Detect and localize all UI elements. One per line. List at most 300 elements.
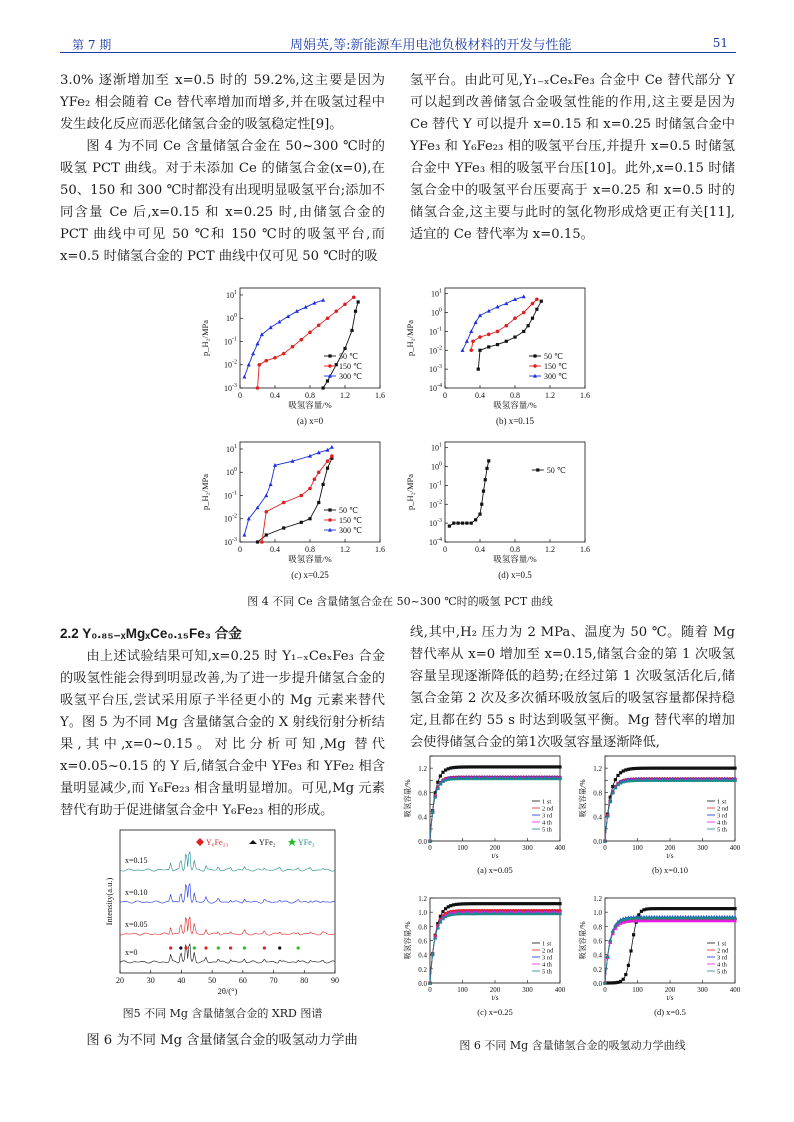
x-tick-label: 0 xyxy=(428,844,432,852)
legend-label: 1 st xyxy=(717,798,727,806)
legend-label: 3 rd xyxy=(717,812,728,820)
data-point xyxy=(256,540,259,543)
plot-frame xyxy=(445,442,585,542)
x-axis-label: 吸氢容量/% xyxy=(493,554,537,564)
x-axis-label: t/s xyxy=(666,993,674,1002)
data-point xyxy=(256,386,260,390)
curve-label: x=0.10 xyxy=(125,888,148,897)
y-tick-label: $10^{-1}$ xyxy=(429,326,442,337)
y-tick-exponent: -2 xyxy=(437,499,442,506)
series-line xyxy=(244,300,323,377)
panel-label: (c) x=0.25 xyxy=(291,570,329,580)
x-tick-label: 80 xyxy=(300,976,309,985)
data-point xyxy=(326,459,330,463)
y-tick-label: 0.4 xyxy=(593,951,602,960)
y-tick-label: $10^{-3}$ xyxy=(224,383,237,393)
figure-5-xrd xyxy=(90,822,350,1002)
y-axis-label: 吸氢容量/% xyxy=(403,779,412,818)
y-tick-label: $10^{-3}$ xyxy=(429,364,442,375)
x-tick-label: 400 xyxy=(554,986,566,994)
y-tick-label: 0.6 xyxy=(593,937,602,946)
legend-label: 300 ℃ xyxy=(339,372,362,381)
data-point xyxy=(469,348,473,352)
data-point xyxy=(535,308,538,311)
series-line xyxy=(430,778,560,841)
x-tick-label: 200 xyxy=(664,844,676,852)
y-tick-exponent: -3 xyxy=(437,518,442,525)
data-point xyxy=(457,522,460,525)
data-point xyxy=(629,949,632,952)
data-point xyxy=(269,325,273,329)
legend-marker xyxy=(249,840,257,844)
y-tick-exponent: -1 xyxy=(437,480,442,487)
x-tick-label: 400 xyxy=(729,844,741,852)
data-point xyxy=(608,938,612,942)
x-tick-label: 100 xyxy=(457,986,468,994)
y-tick-label: $10^{-2}$ xyxy=(224,513,237,524)
data-point xyxy=(308,330,312,334)
legend-label: Y₆Fe₂₃ xyxy=(206,838,229,847)
legend-label: 3 rd xyxy=(717,954,728,962)
y-tick-label: $10^{-2}$ xyxy=(429,499,442,510)
legend-label: 4 th xyxy=(542,819,552,827)
x-tick-label: 40 xyxy=(177,976,186,985)
x-tick-label: 400 xyxy=(554,844,566,852)
x-tick-label: 0 xyxy=(428,986,432,994)
legend-marker xyxy=(196,838,204,846)
panel-label: (c) x=0.25 xyxy=(477,1007,513,1017)
data-point xyxy=(527,324,530,327)
y-tick-label: $10^0$ xyxy=(431,307,442,318)
x-tick-label: 1.6 xyxy=(375,545,385,554)
y-axis-label: p_H₂/MPa xyxy=(200,473,210,511)
data-point xyxy=(531,302,535,306)
y-tick-label: $10^0$ xyxy=(431,461,442,472)
paragraph-6: 线,其中,H₂ 压力为 2 MPa、温度为 50 ℃。随着 Mg 替代率从 x=0 增加至 x=0.15,储氢合金的第 1 次吸氢容量呈现逐渐降低的趋势;在经过第 1 次吸氢活化后,储氢合金第 2 次及多次循环吸放氢后的吸氢容量都保持稳定,且都在约 55 s 时达到吸氢平衡。Mg 替代率的增加会使得储氢合金的第1次吸氢容量逐渐降低, xyxy=(410,625,735,750)
legend-label: 4 th xyxy=(717,961,727,969)
legend-label: 300 ℃ xyxy=(544,372,567,381)
x-tick-label: 200 xyxy=(489,986,501,994)
data-point xyxy=(273,356,277,360)
section-heading: 2.2 Y₀.₈₅₋ₓMgₓCe₀.₁₅Fe₃ 合金 xyxy=(60,626,242,641)
x-tick-label: 0.4 xyxy=(270,545,280,554)
paragraph-3: 氢平台。由此可见,Y₁₋ₓCeₓFe₃ 合金中 Ce 替代部分 Y 可以起到改善储氢合金吸氢性能的作用,这主要是因为 Ce 替代 Y 可以提升 x=0.15 和 x=0.25 时储氢合金中 YFe₃ 和 Y₆Fe₂₃ 相的吸氢平台压,并提升 x=0.5 时储氢合金中 YFe₃ 相的吸氢平台压[10]。此外,x=0.15 时储氢合金中的吸氢平台压要高于 x=0.25 和 x=0.5 时的储氢合金,这主要与此时的氢化物形成焓更正有关[11],适宜的 Ce 替代率为 x=0.15。 xyxy=(410,73,735,242)
series-line xyxy=(430,777,560,841)
y-tick-label: $10^1$ xyxy=(226,289,237,300)
pct-panel xyxy=(200,442,385,580)
y-tick-label: 1.2 xyxy=(593,765,602,774)
y-tick-label: $10^1$ xyxy=(431,442,442,453)
series-line xyxy=(262,456,332,542)
data-point xyxy=(326,316,330,320)
y-tick-exponent: -2 xyxy=(437,345,442,352)
legend-label: 50 ℃ xyxy=(546,466,566,475)
y-axis-label: 吸氢容量/% xyxy=(578,779,587,818)
x-tick-label: 200 xyxy=(664,986,676,994)
curve-label: x=0.15 xyxy=(125,856,148,865)
data-point xyxy=(282,501,286,505)
y-tick-label: 0.4 xyxy=(418,813,427,822)
y-axis-label: 吸氢容量/% xyxy=(578,921,587,960)
y-tick-label: $10^{-3}$ xyxy=(429,518,442,529)
data-point xyxy=(461,522,464,525)
series-line xyxy=(430,911,560,983)
kinetics-panel xyxy=(577,756,741,875)
data-point xyxy=(536,468,539,471)
legend-label: 150 ℃ xyxy=(544,362,567,371)
x-axis-label: 2θ/(°) xyxy=(217,986,238,996)
data-point xyxy=(622,978,625,981)
y-tick-label: $10^0$ xyxy=(226,313,237,324)
x-axis-label: t/s xyxy=(491,851,499,860)
data-point xyxy=(264,510,268,514)
x-tick-label: 1.2 xyxy=(340,545,350,554)
xrd-plot xyxy=(104,830,339,996)
data-point xyxy=(264,359,268,363)
data-point xyxy=(317,501,320,504)
data-point xyxy=(328,518,332,522)
y-tick-label: 1.0 xyxy=(593,909,602,918)
data-point xyxy=(533,354,536,357)
data-point xyxy=(308,487,312,491)
y-tick-label: $10^1$ xyxy=(226,443,237,454)
y-tick-label: 0.4 xyxy=(418,951,427,960)
series-line xyxy=(430,912,560,983)
data-point xyxy=(326,467,329,470)
x-axis-label: t/s xyxy=(666,851,674,860)
data-point xyxy=(441,910,444,913)
x-tick-label: 0.8 xyxy=(305,391,315,400)
data-point xyxy=(480,503,483,506)
data-point xyxy=(452,522,455,525)
panel-label: (d) x=0.5 xyxy=(654,1007,686,1017)
data-point xyxy=(465,522,468,525)
paragraph-1: 3.0% 逐渐增加至 x=0.5 时的 59.2%,这主要是因为 YFe₂ 相会随着 Ce 替代率增加而增多,并在吸氢过程中发生歧化反应而恶化储氢合金的吸氢稳定性[9]。 xyxy=(60,73,385,132)
data-point xyxy=(470,522,473,525)
y-tick-label: 1.0 xyxy=(418,909,427,918)
x-tick-label: 1.2 xyxy=(340,391,350,400)
y-tick-exponent: 1 xyxy=(439,288,442,295)
x-tick-label: 0 xyxy=(238,391,242,400)
y-tick-exponent: -3 xyxy=(232,537,237,543)
x-tick-label: 50 xyxy=(208,976,217,985)
data-point xyxy=(256,342,260,346)
series-line xyxy=(605,780,735,841)
xrd-trace xyxy=(120,917,335,935)
legend-label: 5 th xyxy=(717,826,727,834)
data-point xyxy=(496,343,499,346)
x-tick-label: 300 xyxy=(697,844,708,852)
y-axis-label: p_H₂/MPa xyxy=(405,473,415,511)
series-line xyxy=(605,780,735,841)
y-tick-exponent: 0 xyxy=(234,313,237,320)
data-point xyxy=(330,445,334,449)
xrd-trace xyxy=(120,944,335,963)
y-tick-label: 0.6 xyxy=(418,937,427,946)
data-point xyxy=(487,333,491,337)
data-point xyxy=(513,335,516,338)
data-point xyxy=(334,309,338,313)
x-tick-label: 100 xyxy=(457,844,468,852)
data-point xyxy=(357,300,360,303)
data-point xyxy=(299,494,303,498)
y-tick-label: $10^{-4}$ xyxy=(429,537,442,547)
data-point xyxy=(533,364,537,368)
y-tick-exponent: -1 xyxy=(437,326,442,333)
data-point xyxy=(242,375,246,379)
data-point xyxy=(461,348,465,352)
legend-label: YFe₃ xyxy=(298,838,315,847)
y-tick-exponent: -4 xyxy=(437,537,442,543)
x-tick-label: 100 xyxy=(632,986,643,994)
y-tick-label: $10^{-1}$ xyxy=(429,480,442,491)
data-point xyxy=(733,767,736,770)
data-point xyxy=(322,386,325,389)
y-axis-label: p_H₂/MPa xyxy=(200,319,210,357)
data-point xyxy=(343,347,346,350)
x-tick-label: 0.8 xyxy=(510,391,520,400)
x-tick-label: 100 xyxy=(632,844,643,852)
x-tick-label: 0.8 xyxy=(305,545,315,554)
data-point xyxy=(317,470,321,474)
phase-marker xyxy=(229,946,232,949)
y-tick-label: 0.0 xyxy=(593,980,602,988)
data-point xyxy=(352,295,356,299)
x-tick-label: 70 xyxy=(269,976,278,985)
series-line xyxy=(258,458,332,542)
data-point xyxy=(257,363,261,367)
phase-marker xyxy=(217,946,220,949)
phase-marker xyxy=(169,946,172,949)
paragraph-4: 由上述试验结果可知,x=0.25 时 Y₁₋ₓCeₓFe₃ 合金的吸氢性能会得到明显改善,为了进一步提升储氢合金的吸氢平台压,尝试采用原子半径更小的 Mg 元素来替代 Y。图 5 为不同 Mg 含量储氢合金的 X 射线衍射分析结果,其中,x=0~0.15。对比分析可知,Mg 替代 x=0.05~0.15 的 Y 后,储氢合金中 YFe₃ 和 YFe₂ 相含量明显减少,而 Y₆Fe₂₃ 相含量明显增加。可见,Mg 元素替代有助于促进储氢合金中 Y₆Fe₂₃ 相的形成。 xyxy=(60,649,385,818)
x-tick-label: 60 xyxy=(238,976,247,985)
legend-label: YFe₂ xyxy=(259,838,276,847)
x-tick-label: 1.2 xyxy=(545,391,555,400)
panel-label: (d) x=0.5 xyxy=(498,570,532,580)
data-point xyxy=(505,340,508,343)
data-point xyxy=(313,477,317,481)
series-line xyxy=(430,777,560,841)
legend-marker xyxy=(288,838,296,846)
y-tick-label: 0.2 xyxy=(418,965,427,974)
legend-label: 50 ℃ xyxy=(544,352,563,361)
data-point xyxy=(291,345,295,349)
data-point xyxy=(504,324,508,328)
legend-label: 3 rd xyxy=(542,812,553,820)
legend-label: 2 nd xyxy=(542,805,554,813)
y-tick-exponent: -4 xyxy=(437,383,442,389)
legend-label: 1 st xyxy=(542,940,552,948)
data-point xyxy=(496,330,500,334)
series-line xyxy=(605,779,735,841)
x-tick-label: 0 xyxy=(603,844,607,852)
data-point xyxy=(487,345,490,348)
phase-marker xyxy=(263,946,266,949)
data-point xyxy=(465,339,469,343)
y-tick-exponent: -2 xyxy=(232,359,237,366)
figure-5-caption: 图5 不同 Mg 含量储氢合金的 XRD 图谱 xyxy=(122,1007,323,1020)
y-tick-label: 0.0 xyxy=(418,980,427,988)
data-point xyxy=(282,352,286,356)
x-tick-label: 0.4 xyxy=(475,391,485,400)
data-point xyxy=(282,526,285,529)
data-point xyxy=(478,335,482,339)
data-point xyxy=(265,533,268,536)
data-point xyxy=(522,330,525,333)
phase-marker xyxy=(297,946,300,949)
data-point xyxy=(242,533,246,537)
data-point xyxy=(330,454,334,458)
x-tick-label: 0 xyxy=(443,545,447,554)
pct-panel xyxy=(405,442,590,580)
series-line xyxy=(605,779,735,841)
data-point xyxy=(733,907,736,910)
legend-label: 5 th xyxy=(542,968,552,976)
data-point xyxy=(300,521,303,524)
panel-label: (b) x=0.15 xyxy=(495,416,535,426)
legend-label: 50 ℃ xyxy=(339,506,358,515)
x-axis-label: 吸氢容量/% xyxy=(493,400,537,410)
x-tick-label: 0 xyxy=(603,986,607,994)
y-tick-label: 0.8 xyxy=(418,789,427,798)
data-point xyxy=(474,518,477,521)
data-point xyxy=(485,467,488,470)
legend-label: 2 nd xyxy=(542,947,554,955)
x-tick-label: 1.6 xyxy=(375,391,385,400)
curve-label: x=0 xyxy=(125,948,138,957)
kinetics-panel xyxy=(402,756,566,875)
paragraph-5: 图 6 为不同 Mg 含量储氢合金的吸氢动力学曲 xyxy=(86,1033,358,1048)
y-tick-label: 0.4 xyxy=(593,813,602,822)
y-axis-label: Intensity(a.u.) xyxy=(104,877,114,926)
x-tick-label: 20 xyxy=(116,976,124,985)
legend-label: 1 st xyxy=(717,940,727,948)
data-point xyxy=(484,478,487,481)
curve-label: x=0.05 xyxy=(125,920,148,929)
data-point xyxy=(624,973,627,976)
y-tick-label: 0.2 xyxy=(593,965,602,974)
data-point xyxy=(321,298,325,302)
data-point xyxy=(328,364,332,368)
data-point xyxy=(482,489,485,492)
data-point xyxy=(558,765,561,768)
x-tick-label: 200 xyxy=(489,844,501,852)
y-tick-label: 0.8 xyxy=(593,923,602,932)
data-point xyxy=(322,483,325,486)
y-tick-exponent: 0 xyxy=(439,307,442,314)
legend-label: 4 th xyxy=(717,819,727,827)
y-axis-label: 吸氢容量/% xyxy=(403,921,412,960)
data-point xyxy=(439,774,442,777)
legend-label: 300 ℃ xyxy=(339,526,362,535)
phase-marker xyxy=(193,946,196,949)
x-tick-label: 1.6 xyxy=(580,545,590,554)
data-point xyxy=(478,349,481,352)
y-tick-label: $10^{-3}$ xyxy=(224,537,237,547)
running-title: 周娟英,等:新能源车用电池负极材料的开发与性能 xyxy=(290,38,572,53)
y-tick-exponent: 1 xyxy=(234,443,237,450)
data-point xyxy=(317,323,321,327)
x-axis-label: 吸氢容量/% xyxy=(288,400,332,410)
panel-label: (a) x=0 xyxy=(296,416,324,426)
series-line xyxy=(430,779,560,842)
phase-marker xyxy=(179,946,182,949)
y-tick-exponent: 0 xyxy=(439,461,442,468)
kinetics-panel xyxy=(402,895,566,1017)
x-tick-label: 1.2 xyxy=(545,545,555,554)
y-tick-exponent: -3 xyxy=(437,364,442,371)
data-point xyxy=(326,448,330,452)
y-tick-label: $10^1$ xyxy=(431,288,442,299)
x-tick-label: 300 xyxy=(522,844,533,852)
data-point xyxy=(627,964,630,967)
y-tick-exponent: 0 xyxy=(234,467,237,474)
data-point xyxy=(471,339,475,343)
legend-label: 2 nd xyxy=(717,805,729,813)
y-tick-label: $10^{-1}$ xyxy=(224,336,237,347)
series-line xyxy=(430,912,560,983)
data-point xyxy=(328,508,331,511)
data-point xyxy=(299,338,303,342)
x-tick-label: 0.8 xyxy=(510,545,520,554)
legend-label: 50 ℃ xyxy=(339,352,358,361)
plot-frame xyxy=(605,898,735,983)
pct-panel xyxy=(405,288,590,426)
x-tick-label: 30 xyxy=(146,976,155,985)
y-tick-label: 0.8 xyxy=(418,923,427,932)
x-tick-label: 90 xyxy=(331,976,339,985)
x-axis-label: 吸氢容量/% xyxy=(288,554,332,564)
y-tick-label: $10^{-1}$ xyxy=(224,490,237,501)
y-tick-label: 1.2 xyxy=(418,895,427,903)
page-number: 51 xyxy=(712,36,728,50)
legend-label: 5 th xyxy=(542,826,552,834)
series-line xyxy=(244,447,332,535)
series-line xyxy=(430,914,560,983)
y-tick-label: 1.2 xyxy=(418,765,427,774)
data-point xyxy=(260,540,264,544)
data-point xyxy=(286,314,290,318)
y-tick-exponent: -1 xyxy=(232,336,237,343)
data-point xyxy=(535,298,539,302)
data-point xyxy=(354,310,357,313)
paragraph-2: 图 4 为不同 Ce 含量储氢合金在 50~300 ℃时的吸氢 PCT 曲线。对于未添加 Ce 的储氢合金(x=0),在 50、150 和 300 ℃时都没有出现明显吸氢平台;添加不同含量 Ce 后,x=0.15 和 x=0.25 时,由储氢合金的 PCT 曲线中可见 50 ℃和 150 ℃时的吸氢平台,而 x=0.5 时储氢合金的 PCT 曲线中仅可见 50 ℃时的吸 xyxy=(60,139,385,264)
legend-label: 2 nd xyxy=(717,947,729,955)
data-point xyxy=(448,524,451,527)
phase-marker xyxy=(184,946,187,949)
y-tick-label: $10^{-2}$ xyxy=(224,359,237,370)
x-tick-label: 0.4 xyxy=(270,391,280,400)
figure-6-caption: 图 6 不同 Mg 含量储氢合金的吸氢动力学曲线 xyxy=(459,1039,686,1052)
phase-marker xyxy=(278,946,281,949)
y-tick-exponent: 1 xyxy=(234,289,237,296)
x-tick-label: 0 xyxy=(443,391,447,400)
legend-label: 4 th xyxy=(542,961,552,969)
data-point xyxy=(247,363,251,367)
figure-4-caption: 图 4 不同 Ce 含量储氢合金在 50~300 ℃时的吸氢 PCT 曲线 xyxy=(247,595,553,608)
x-tick-label: 300 xyxy=(697,986,708,994)
legend-label: 150 ℃ xyxy=(339,516,362,525)
data-point xyxy=(469,329,473,333)
figure-4-pct-curves xyxy=(190,280,610,610)
figure-6-kinetics xyxy=(400,750,745,1035)
y-tick-label: $10^0$ xyxy=(226,467,237,478)
data-point xyxy=(326,379,329,382)
data-point xyxy=(632,933,635,936)
data-point xyxy=(614,778,617,781)
x-tick-label: 400 xyxy=(729,986,741,994)
data-point xyxy=(513,316,517,320)
